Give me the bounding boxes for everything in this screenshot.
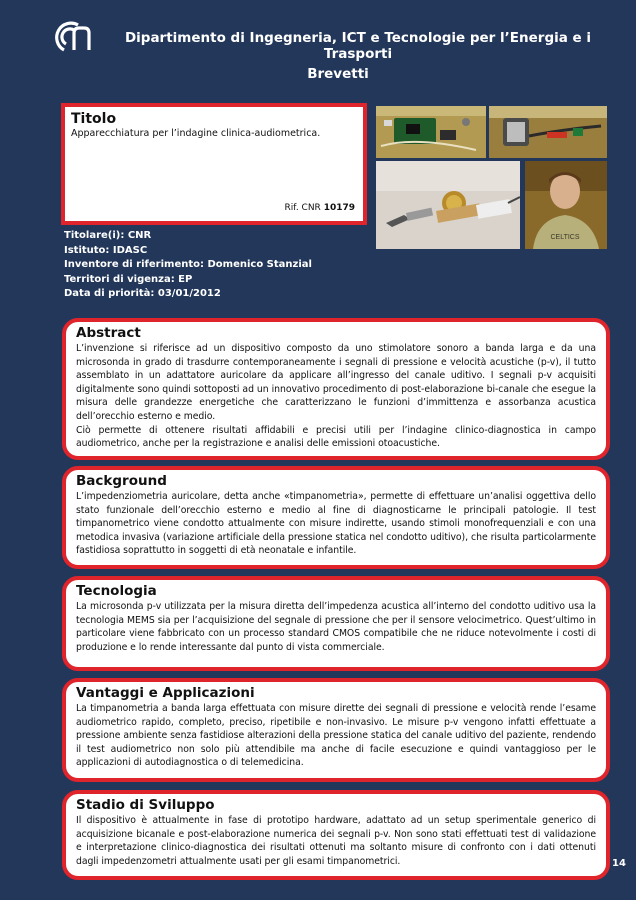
priority-date: Data di priorità: 03/01/2012 bbox=[64, 288, 221, 299]
tecnologia-heading: Tecnologia bbox=[76, 583, 157, 599]
reference-label: Rif. CNR bbox=[284, 203, 321, 213]
title-heading: Titolo bbox=[71, 111, 117, 127]
vantaggi-paragraph: La timpanometria a banda larga effettuata con misure dirette dei segnali di pressione e velocità rende l’esame audiometrico rapido, completo, preciso, ripetibile e non-invasivo. Le misure p-v vengono infatti effettuate a pressione ambiente senza fastidiose alterazioni della pressione statica del canale uditivo del paziente, rendendo il test audiometrico non solo più attendibile ma anche di facile esecuzione e quindi vantaggioso per le applicazioni di autodiagnostica o di telemedicina. bbox=[76, 703, 596, 769]
background-heading: Background bbox=[76, 473, 167, 489]
svg-text:CELTICS: CELTICS bbox=[550, 234, 580, 241]
department-title: Dipartimento di Ingegneria, ICT e Tecnologie per l’Energia e i Trasporti bbox=[124, 30, 592, 62]
tecnologia-paragraph: La microsonda p-v utilizzata per la misura diretta dell’impedenza acustica all’interno del condotto uditivo usa la tecnologia MEMS sia per l’acquisizione del segnale di pressione che per il sensore velocimetrico. Quest’ultimo in particolare viene fabbricato con un processo standard CMOS compatibile che ne riduce notevolmente i costi di produzione e lo rende interessante dal punto di vista commerciale. bbox=[76, 601, 596, 653]
cnr-logo-icon bbox=[48, 19, 92, 53]
background-paragraph: L’impedenziometria auricolare, detta anche «timpanometria», permette di effettuare un’analisi oggettiva dello stato funzionale dell’orecchio esterno e medio al fine di diagnosticarne le principali patologie. Il test timpanometrico viene condotto attualmente con misure indirette, usando stimoli monofrequenziali e con una metodica invasiva (variazione artificiale della pressione statica nel condotto uditivo), che risulta particolarmente fastidiosa soprattutto in soggetti di età neonatale e infantile. bbox=[76, 491, 596, 557]
holder: Titolare(i): CNR bbox=[64, 230, 152, 241]
page-number: 14 bbox=[612, 858, 626, 869]
section-title: Brevetti bbox=[307, 66, 369, 82]
vantaggi-box bbox=[62, 678, 610, 782]
abstract-heading: Abstract bbox=[76, 325, 141, 341]
abstract-box bbox=[62, 318, 610, 460]
stadio-paragraph: Il dispositivo è attualmente in fase di prototipo hardware, adattato ad un setup sperimentale generico di acquisizione bicanale e post-elaborazione numerica dei segnali p-v. Non sono stati effettuati test di validazione e interpretazione clinico-diagnostica dei risultati ottenuti ma soltanto misure di confronto con i dati ottenuti dagli impedenzometri attualmente usati per gli esami timpanometrici. bbox=[76, 815, 596, 867]
tecnologia-box bbox=[62, 576, 610, 671]
inventor: Inventore di riferimento: Domenico Stanzial bbox=[64, 259, 312, 270]
person-photo bbox=[525, 161, 607, 249]
abstract-paragraph: Ciò permette di ottenere risultati affidabili e precisi utili per l’indagine clinico-diagnostica in campo audiometrico, anche per la registrazione e analisi delle emissioni otoacustiche. bbox=[76, 424, 596, 450]
stadio-box bbox=[62, 790, 610, 880]
title-text: Apparecchiatura per l’indagine clinica-audiometrica. bbox=[71, 128, 321, 139]
territories: Territori di vigenza: EP bbox=[64, 273, 193, 285]
stadio-heading: Stadio di Sviluppo bbox=[76, 797, 215, 813]
institute: Istituto: IDASC bbox=[64, 244, 148, 256]
background-box bbox=[62, 466, 610, 569]
sensor-photo bbox=[489, 106, 607, 158]
vantaggi-heading: Vantaggi e Applicazioni bbox=[76, 685, 255, 701]
reference-number: 10179 bbox=[323, 203, 355, 213]
patent-info bbox=[64, 229, 312, 302]
circuit-board-photo bbox=[376, 106, 486, 158]
probe-photo bbox=[376, 161, 520, 249]
abstract-paragraph: L’invenzione si riferisce ad un dispositivo composto da uno stimolatore sonoro a banda larga e da una microsonda in grado di trasdurre contemporaneamente i segnali di pressione e velocità acustiche (p-v), il tutto assemblato in un adattatore auricolare da applicare all’ingresso del canale uditivo. I segnali p-v acquisiti digitalmente sono quindi sottoposti ad un innovativo procedimento di post-elaborazione bi-canale che esegue la misura delle grandezze energetiche che caratterizzano le funzioni d’immittenza e assorbanza acustica dell’orecchio esterno e medio. bbox=[76, 343, 596, 422]
title-box bbox=[61, 103, 367, 225]
reference bbox=[285, 203, 355, 213]
